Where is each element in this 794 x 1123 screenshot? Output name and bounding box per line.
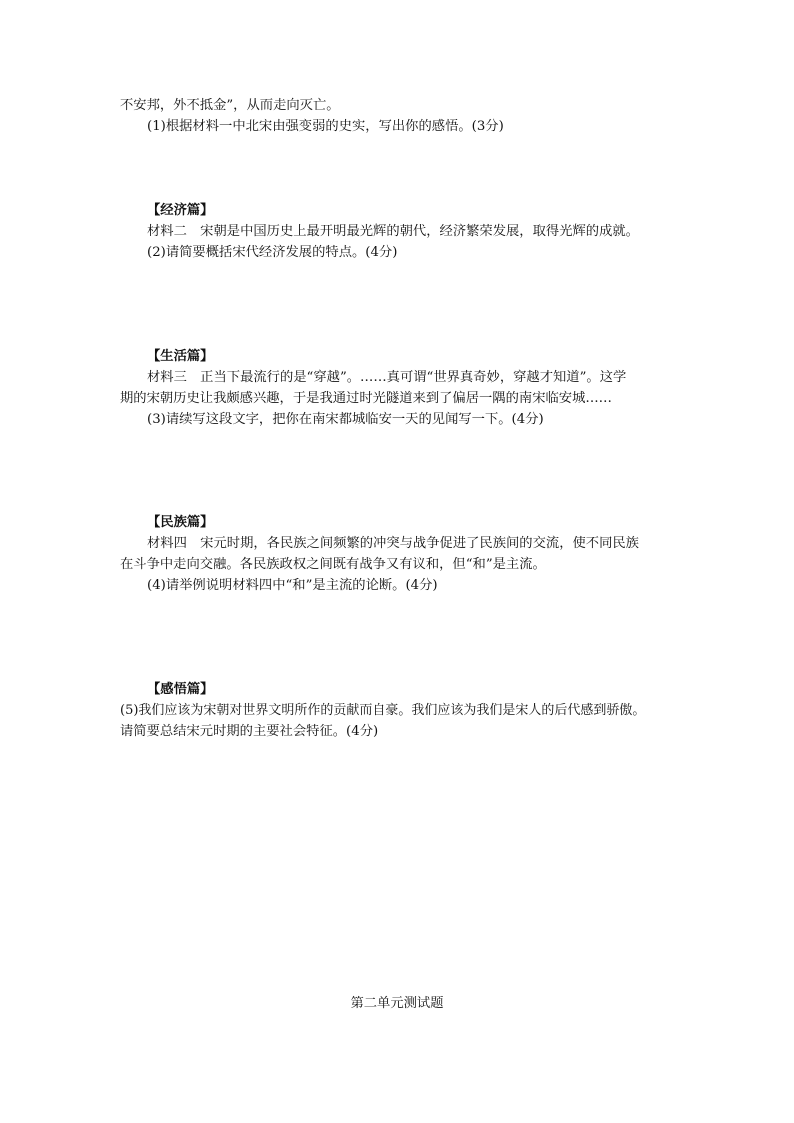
- page-footer-title: 第二单元测试题: [350, 996, 444, 1011]
- section-heading-economy: 【经济篇】: [147, 203, 214, 218]
- material-3-line-2: 期的宋朝历史让我颇感兴趣，于是我通过时光隧道来到了偏居一隅的南宋临安城……: [120, 391, 612, 406]
- material-3-line-1: 材料三 正当下最流行的是“穿越”。……真可谓“世界真奇妙，穿越才知道”。这学: [147, 370, 627, 385]
- section-heading-reflection: 【感悟篇】: [147, 682, 214, 697]
- text-line-1: 不安邦，外不抵金”，从而走向灭亡。: [120, 98, 340, 113]
- question-5-line-2: 请简要总结宋元时期的主要社会特征。(4分): [120, 724, 379, 739]
- material-4-line-2: 在斗争中走向交融。各民族政权之间既有战争又有议和，但“和”是主流。: [120, 557, 546, 572]
- question-5-line-1: (5)我们应该为宋朝对世界文明所作的贡献而自豪。我们应该为我们是宋人的后代感到骄傲。: [120, 703, 646, 718]
- question-4: (4)请举例说明材料四中“和”是主流的论断。(4分): [147, 578, 438, 593]
- question-3: (3)请续写这段文字，把你在南宋都城临安一天的见闻写一下。(4分): [147, 412, 544, 427]
- section-heading-life: 【生活篇】: [147, 349, 214, 364]
- question-1: (1)根据材料一中北宋由强变弱的史实，写出你的感悟。(3分): [147, 119, 504, 134]
- material-4-line-1: 材料四 宋元时期，各民族之间频繁的冲突与战争促进了民族间的交流，使不同民族: [147, 536, 639, 551]
- material-2: 材料二 宋朝是中国历史上最开明最光辉的朝代，经济繁荣发展，取得光辉的成就。: [147, 224, 639, 239]
- section-heading-ethnic: 【民族篇】: [147, 515, 214, 530]
- question-2: (2)请简要概括宋代经济发展的特点。(4分): [147, 245, 398, 260]
